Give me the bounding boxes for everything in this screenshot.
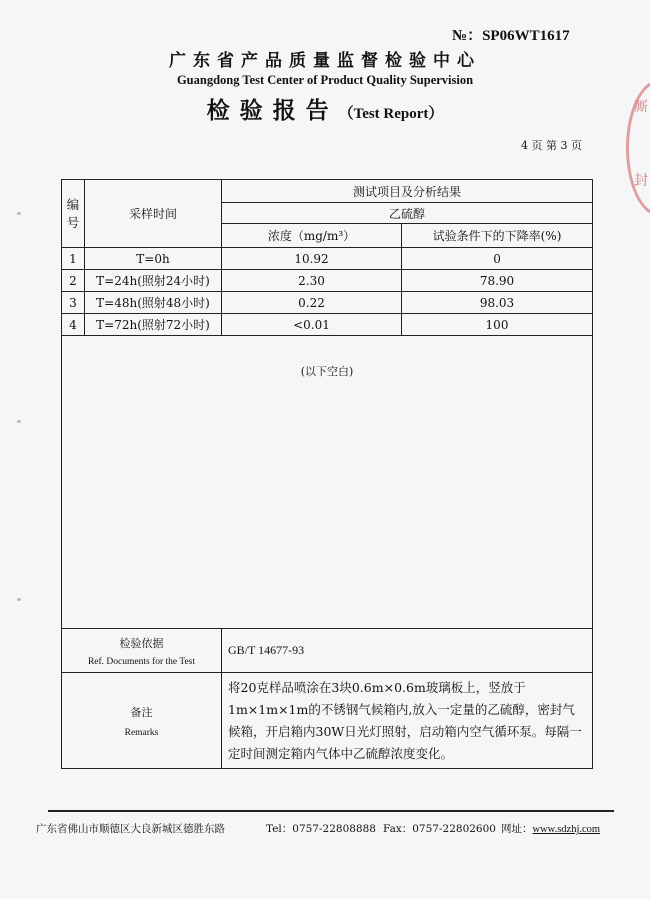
row-concentration: <0.01 bbox=[222, 314, 402, 336]
page-info: 4 页 第 3 页 bbox=[521, 139, 582, 152]
basis-label-en: Ref. Documents for the Test bbox=[87, 656, 196, 667]
report-title bbox=[0, 92, 650, 125]
group-header: 测试项目及分析结果 bbox=[222, 180, 593, 203]
row-time: T=0h bbox=[85, 248, 222, 270]
remarks-label-en: Remarks bbox=[124, 727, 159, 738]
table-row bbox=[62, 292, 593, 314]
test-item-name: 乙硫醇 bbox=[222, 203, 593, 224]
seal-stamp-character: 封 bbox=[634, 173, 648, 189]
document-number: №：SP06WT1617 bbox=[452, 28, 570, 44]
remarks-label-cn: 备注 bbox=[130, 705, 153, 719]
row-time: T=72h(照射72小时) bbox=[85, 314, 222, 336]
col-header-concentration: 浓度（mg/m³） bbox=[222, 224, 402, 248]
table-row bbox=[62, 270, 593, 292]
footer-website bbox=[501, 821, 600, 836]
row-decline-rate: 100 bbox=[402, 314, 593, 336]
footer-web-label: 网址： bbox=[501, 823, 533, 835]
row-decline-rate: 0 bbox=[402, 248, 593, 270]
basis-value: GB/T 14677-93 bbox=[222, 629, 593, 673]
binding-hole bbox=[17, 212, 21, 215]
results-table bbox=[61, 179, 593, 769]
row-number: 1 bbox=[62, 248, 85, 270]
col-header-decline-rate: 试验条件下的下降率(%) bbox=[402, 224, 593, 248]
row-time: T=24h(照射24小时) bbox=[85, 270, 222, 292]
row-number: 4 bbox=[62, 314, 85, 336]
footer-divider bbox=[48, 810, 614, 812]
row-number: 3 bbox=[62, 292, 85, 314]
table-row bbox=[62, 314, 593, 336]
table-row bbox=[62, 248, 593, 270]
row-concentration: 10.92 bbox=[222, 248, 402, 270]
blank-area bbox=[62, 336, 593, 629]
row-time: T=48h(照射48小时) bbox=[85, 292, 222, 314]
binding-hole bbox=[17, 598, 21, 601]
footer-address: 广东省佛山市顺德区大良新城区德胜东路 bbox=[36, 823, 225, 835]
organization-name-en: Guangdong Test Center of Product Quality Supervision bbox=[176, 73, 474, 87]
blank-note: (以下空白) bbox=[300, 365, 354, 378]
remarks-label bbox=[62, 673, 222, 769]
row-concentration: 0.22 bbox=[222, 292, 402, 314]
organization-name-cn: 广东省产品质量监督检验中心 bbox=[169, 51, 481, 71]
seal-stamp-character: 厮 bbox=[634, 99, 648, 115]
report-title-cn: 检验报告 bbox=[206, 97, 339, 124]
footer-fax: Fax：0757-22802600 bbox=[383, 823, 496, 835]
footer-web-link[interactable]: www.sdzhj.com bbox=[532, 824, 601, 835]
remarks-text: 将20克样品喷涂在3块0.6m×0.6m玻璃板上，竖放于1m×1m×1m的不锈钢气候箱内,放入一定量的乙硫醇，密封气候箱，开启箱内30W日光灯照射，启动箱内空气循环泵。每隔一定时间测定箱内气体中乙硫醇浓度变化。 bbox=[222, 673, 593, 769]
basis-label bbox=[62, 629, 222, 673]
row-concentration: 2.30 bbox=[222, 270, 402, 292]
col-header-sampling-time: 采样时间 bbox=[85, 180, 222, 248]
row-number: 2 bbox=[62, 270, 85, 292]
row-decline-rate: 78.90 bbox=[402, 270, 593, 292]
binding-hole bbox=[17, 420, 21, 423]
col-header-number: 编号 bbox=[62, 180, 85, 248]
report-title-en: （Test Report） bbox=[338, 106, 444, 122]
basis-label-cn: 检验依据 bbox=[119, 636, 164, 650]
footer-tel: Tel：0757-22808888 bbox=[266, 823, 376, 835]
row-decline-rate: 98.03 bbox=[402, 292, 593, 314]
